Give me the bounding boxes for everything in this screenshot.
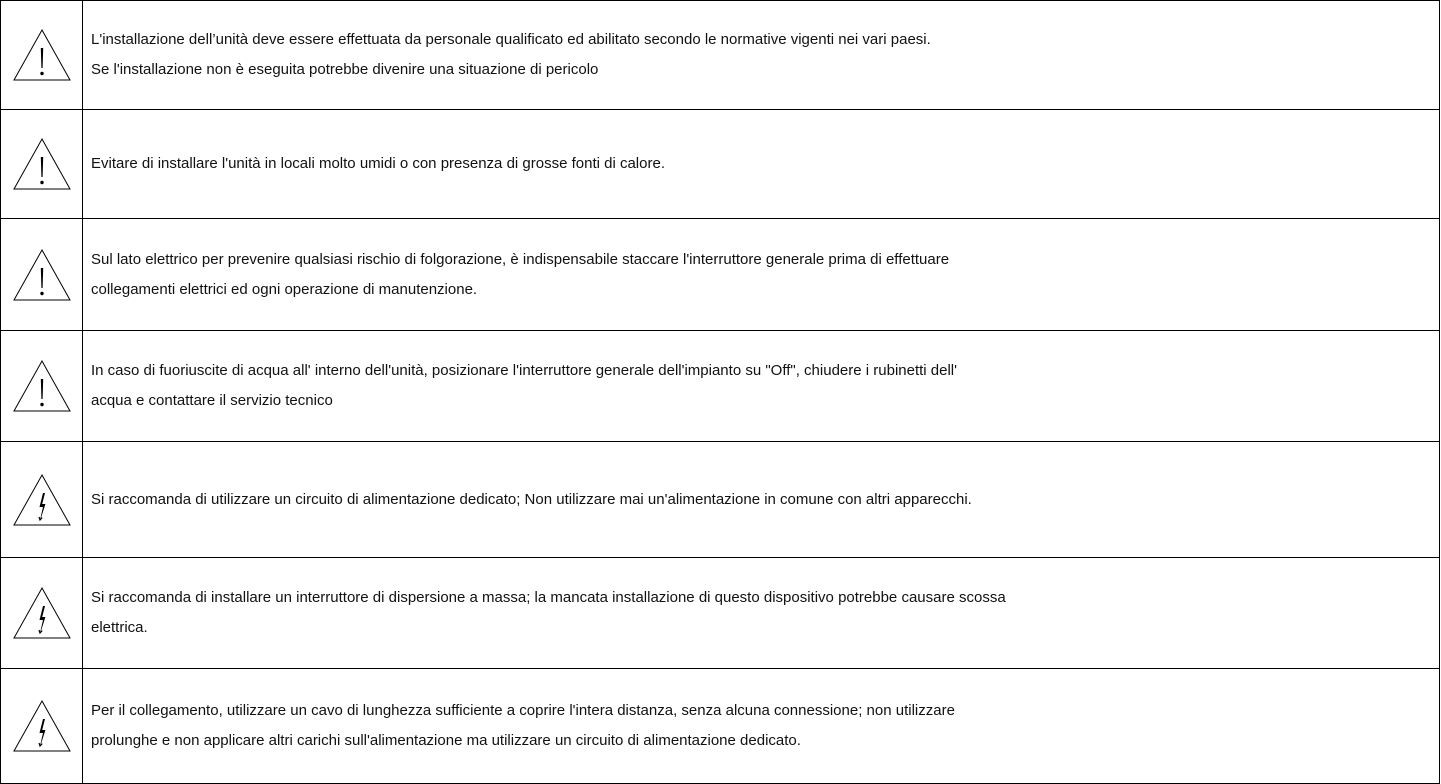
warning-text-line: elettrica. <box>91 619 148 636</box>
warning-row <box>1 558 1440 669</box>
warning-text-line: collegamenti elettrici ed ogni operazione di manutenzione. <box>91 280 478 298</box>
warning-text-line: prolunghe e non applicare altri carichi sull'alimentazione ma utilizzare un circuito di alimentazione dedicato. <box>91 732 801 749</box>
exclamation-warning-icon <box>12 359 72 413</box>
warning-icon-cell <box>1 331 83 442</box>
warning-row <box>1 1 1440 110</box>
electric-hazard-icon <box>12 473 72 527</box>
warning-text-cell <box>83 669 1440 784</box>
warning-text-cell <box>83 558 1440 669</box>
exclamation-warning-icon <box>12 28 72 82</box>
warning-text-line: In caso di fuoriuscite di acqua all' interno dell'unità, posizionare l'interruttore generale dell'impianto su "Off", chiudere i rubinetti dell' <box>91 362 958 379</box>
warning-row <box>1 110 1440 219</box>
warning-icon-cell <box>1 110 83 219</box>
electric-hazard-icon <box>12 586 72 640</box>
warning-icon-cell <box>1 219 83 331</box>
warning-text-cell <box>83 442 1440 558</box>
warning-text-line: acqua e contattare il servizio tecnico <box>91 392 333 409</box>
warning-row <box>1 331 1440 442</box>
warning-text-line: Per il collegamento, utilizzare un cavo di lunghezza sufficiente a coprire l'intera distanza, senza alcuna connessione; non utilizzare <box>91 702 955 719</box>
warning-row <box>1 669 1440 784</box>
exclamation-warning-icon <box>12 137 72 191</box>
warning-text-line: L'installazione dell’unità deve essere effettuata da personale qualificato ed abilitato secondo le normative vigenti nei vari paesi. <box>91 31 931 48</box>
warning-row <box>1 442 1440 558</box>
electric-hazard-icon <box>12 699 72 753</box>
warning-text-cell <box>83 110 1440 219</box>
warning-text-line: Se l'installazione non è eseguita potrebbe divenire una situazione di pericolo <box>91 61 599 78</box>
warning-text-cell <box>83 219 1440 331</box>
warning-icon-cell <box>1 558 83 669</box>
warning-icon-cell <box>1 1 83 110</box>
warning-text-cell <box>83 1 1440 110</box>
warning-text-line: Evitare di installare l'unità in locali molto umidi o con presenza di grosse fonti di calore. <box>91 155 665 172</box>
warning-text-line: Si raccomanda di utilizzare un circuito di alimentazione dedicato; Non utilizzare mai un'alimentazione in comune con altri apparecchi. <box>91 490 972 508</box>
warning-text-cell <box>83 331 1440 442</box>
warning-text-line: Si raccomanda di installare un interruttore di dispersione a massa; la mancata installazione di questo dispositivo potrebbe causare scossa <box>91 589 1006 606</box>
warning-text-line: Sul lato elettrico per prevenire qualsiasi rischio di folgorazione, è indispensabile staccare l'interruttore generale prima di effettuare <box>91 250 950 268</box>
warning-icon-cell <box>1 669 83 784</box>
warning-icon-cell <box>1 442 83 558</box>
warning-row <box>1 219 1440 331</box>
exclamation-warning-icon <box>12 248 72 302</box>
